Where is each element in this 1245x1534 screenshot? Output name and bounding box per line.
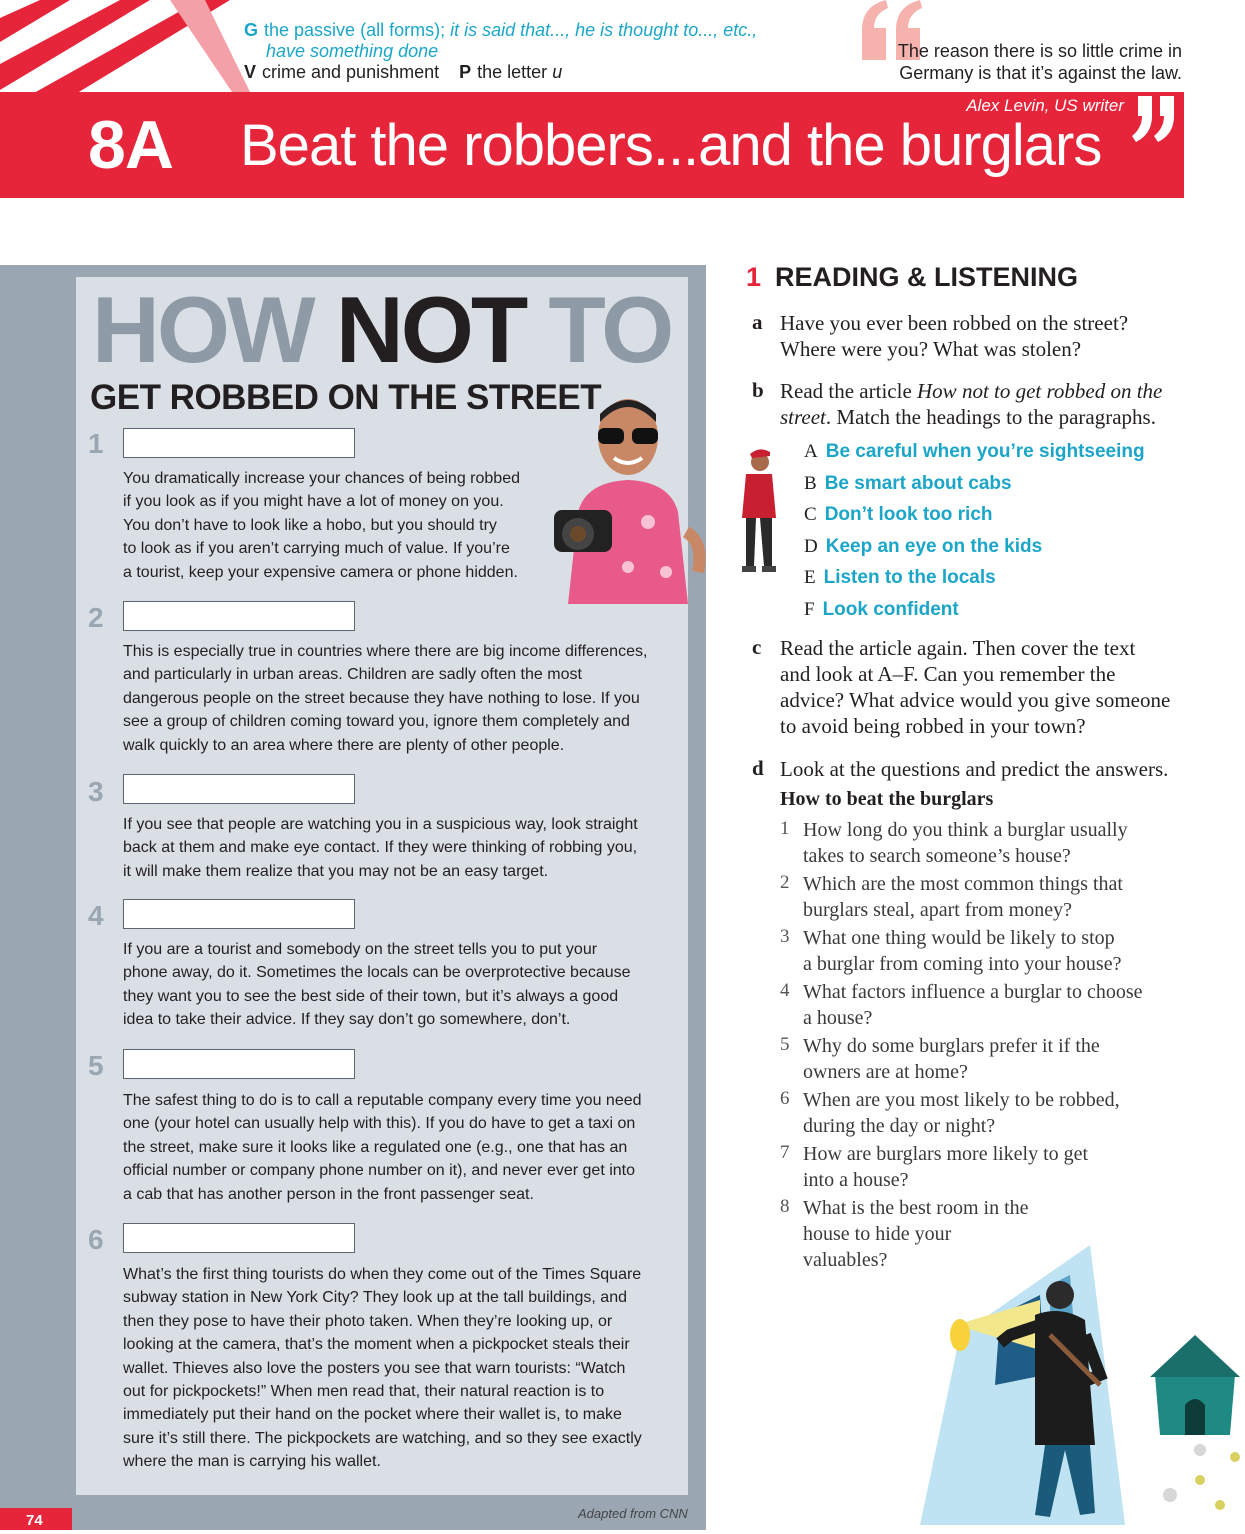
text-line: What factors influence a burglar to choose xyxy=(803,981,1143,1003)
exercise-c xyxy=(780,635,1190,739)
question-item xyxy=(803,1033,1183,1085)
option-text: Keep an eye on the kids xyxy=(825,536,1043,557)
exercise-a xyxy=(780,310,1190,362)
paragraph-number: 1 xyxy=(88,428,104,459)
tourist-illustration xyxy=(548,392,708,604)
text-line: official number or company phone number on it), and never ever get into xyxy=(123,1162,635,1180)
article-title-ref: How not to get robbed on the xyxy=(917,379,1163,403)
text-line: idea to take their advice. If they say don’t go somewhere, don’t. xyxy=(123,1011,571,1029)
text-line: walk quickly to an area where there are plenty of other people. xyxy=(123,736,565,754)
text-line: during the day or night? xyxy=(803,1115,996,1137)
text-line: This is especially true in countries where there are big income differences, xyxy=(123,643,648,660)
text-line: Which are the most common things that xyxy=(803,873,1123,895)
text-line: How are burglars more likely to get xyxy=(803,1143,1089,1165)
text-line: When are you most likely to be robbed, xyxy=(803,1089,1120,1111)
option-letter: A xyxy=(804,441,818,462)
heading-option xyxy=(804,473,1012,495)
heading-option xyxy=(804,599,959,621)
text-line: What’s the first thing tourists do when they come out of the Times Square xyxy=(123,1266,642,1283)
text-line: takes to search someone’s house? xyxy=(803,845,1071,867)
section-heading xyxy=(746,262,1078,293)
heading-answer-box-4[interactable] xyxy=(123,899,355,929)
text-line: where the man is carrying his wallet. xyxy=(123,1453,381,1471)
header-quote xyxy=(870,40,1182,84)
paragraph-1 xyxy=(123,467,520,584)
grammar-tag: G xyxy=(244,20,259,40)
text-line: immediately put their hand on the pocket where their wallet is, to make xyxy=(123,1406,622,1424)
text-line: a burglar from coming into your house? xyxy=(803,953,1122,975)
exercise-b xyxy=(780,378,1190,430)
heading-option xyxy=(804,536,1042,558)
close-quote-icon xyxy=(1128,94,1184,150)
question-number: 2 xyxy=(780,872,790,893)
text-line: burglars steal, apart from money? xyxy=(803,899,1072,921)
text-line: if you look as if you might have a lot of money on you. xyxy=(123,493,504,511)
question-item xyxy=(803,925,1183,977)
source-credit: Adapted from CNN xyxy=(578,1506,688,1521)
text-line: You don’t have to look like a hobo, but you should try xyxy=(123,516,497,534)
heading-answer-box-2[interactable] xyxy=(123,601,355,631)
child-illustration xyxy=(732,448,784,576)
question-number: 6 xyxy=(780,1088,790,1109)
question-item xyxy=(803,1195,1183,1273)
quote-line-1: The reason there is so little crime in xyxy=(897,41,1182,61)
heading-answer-box-1[interactable] xyxy=(123,428,355,458)
text-line: and look at A–F. Can you remember the xyxy=(780,662,1116,686)
article-subtitle: GET ROBBED ON THE STREET xyxy=(90,378,602,417)
paragraph-number: 2 xyxy=(88,602,104,633)
pron-letter: u xyxy=(552,62,563,82)
option-letter: B xyxy=(804,473,817,494)
grammar-line-2: have something done xyxy=(266,41,439,61)
section-number: 1 xyxy=(746,262,762,292)
paragraph-5 xyxy=(123,1089,642,1206)
grammar-line: the passive (all forms); xyxy=(264,20,446,40)
grammar-vocab-syllabus xyxy=(244,20,757,83)
quote-line-2: Germany is that it’s against the law. xyxy=(899,63,1182,83)
pron-text: the letter xyxy=(477,62,548,82)
quote-author: Alex Levin, US writer xyxy=(966,96,1124,115)
text-line: Have you ever been robbed on the street? xyxy=(780,311,1129,335)
text-line: to avoid being robbed in your town? xyxy=(780,714,1086,738)
text-line: a house? xyxy=(803,1007,873,1029)
text-line: back at them and make eye contact. If they were thinking of robbing you, xyxy=(123,839,638,857)
paragraph-number: 5 xyxy=(88,1050,104,1081)
text-line: then they pose to have their photo taken. When they’re looking up, or xyxy=(123,1312,613,1330)
text-line: The safest thing to do is to call a reputable company every time you need xyxy=(123,1092,642,1109)
question-number: 4 xyxy=(780,980,790,1001)
question-number: 7 xyxy=(780,1142,790,1163)
text-line: advice? What advice would you give someone xyxy=(780,688,1171,712)
text-line: valuables? xyxy=(803,1249,888,1271)
text-line: house to hide your xyxy=(803,1223,952,1245)
paragraph-3 xyxy=(123,813,638,883)
vocab-tag: V xyxy=(244,62,257,82)
question-item xyxy=(803,871,1183,923)
text-line: What is the best room in the xyxy=(803,1197,1029,1219)
text-run: Read the article xyxy=(780,379,918,403)
paragraph-4 xyxy=(123,938,631,1032)
text-line: wallet. Thieves also love the posters you see that warn tourists: “Watch xyxy=(123,1359,626,1377)
section-title: READING & LISTENING xyxy=(775,262,1079,292)
option-letter: F xyxy=(804,599,815,620)
paragraph-number: 6 xyxy=(88,1224,104,1255)
heading-answer-box-6[interactable] xyxy=(123,1223,355,1253)
headline-to: TO xyxy=(548,277,672,382)
text-line: phone away, do it. Sometimes the locals can be overprotective because xyxy=(123,964,631,982)
text-line: You dramatically increase your chances of being robbed xyxy=(123,470,520,487)
page-number: 74 xyxy=(0,1508,72,1530)
text-line: How long do you think a burglar usually xyxy=(803,819,1128,841)
paragraph-2 xyxy=(123,640,647,757)
text-line: it will make them realize that you may not be an easy target. xyxy=(123,862,549,880)
title-banner xyxy=(0,92,1184,198)
text-line: What one thing would be likely to stop xyxy=(803,927,1115,949)
exercise-letter-b: b xyxy=(752,378,764,402)
page-title: Beat the robbers...and the burglars xyxy=(240,113,1102,178)
grammar-line-italic: it is said that..., he is thought to..., etc., xyxy=(450,20,758,40)
option-text: Listen to the locals xyxy=(823,567,996,588)
text-line: out for pickpockets!” When men read that, their natural reaction is to xyxy=(123,1383,605,1401)
text-line: dangerous people on the street because they have nothing to lose. If you xyxy=(123,689,640,707)
article-headline xyxy=(92,277,672,382)
text-line: Why do some burglars prefer it if the xyxy=(803,1035,1100,1057)
text-line: into a house? xyxy=(803,1169,909,1191)
text-line: If you are a tourist and somebody on the street tells you to put your xyxy=(123,941,598,958)
question-item xyxy=(803,1141,1183,1193)
text-line: a cab that has another person in the front passenger seat. xyxy=(123,1185,534,1203)
question-number: 1 xyxy=(780,818,790,839)
paragraph-number: 3 xyxy=(88,776,104,807)
text-line: to look as if you aren’t carrying much of value. If you’re xyxy=(123,540,510,558)
text-line: and particularly in urban areas. Children are sadly often the most xyxy=(123,666,582,684)
option-letter: D xyxy=(804,536,818,557)
text-line: the street, make sure it looks like a regulated one (e.g., one that has an xyxy=(123,1138,628,1156)
exercise-letter-c: c xyxy=(752,635,762,659)
option-text: Be smart about cabs xyxy=(824,473,1012,494)
paragraph-6 xyxy=(123,1263,642,1474)
text-line: sure it’s still there. The pickpockets are watching, and so they see exactly xyxy=(123,1429,642,1447)
option-text: Be careful when you’re sightseeing xyxy=(825,441,1145,462)
text-line: If you see that people are watching you in a suspicious way, look straight xyxy=(123,816,638,833)
text-line: Read the article again. Then cover the text xyxy=(780,636,1136,660)
heading-answer-box-3[interactable] xyxy=(123,774,355,804)
exercise-letter-a: a xyxy=(752,310,763,334)
option-letter: C xyxy=(804,504,817,525)
headline-how: HOW xyxy=(92,277,313,382)
paragraph-number: 4 xyxy=(88,900,104,931)
question-number: 3 xyxy=(780,926,790,947)
question-item xyxy=(803,817,1183,869)
text-line: subway station in New York City? They look up at the tall buildings, and xyxy=(123,1289,627,1307)
text-line: a tourist, keep your expensive camera or phone hidden. xyxy=(123,563,518,581)
option-text: Don’t look too rich xyxy=(824,504,993,525)
question-number: 8 xyxy=(780,1196,790,1217)
text-line: Where were you? What was stolen? xyxy=(780,337,1082,361)
question-item xyxy=(803,1087,1183,1139)
burglar-questions-title: How to beat the burglars xyxy=(780,788,994,810)
text-line: one (your hotel can usually help with this). If you do have to get a taxi on xyxy=(123,1115,636,1133)
text-line: they want you to see the best side of their town, but it’s always a good xyxy=(123,987,619,1005)
heading-option xyxy=(804,567,996,589)
headline-not: NOT xyxy=(335,277,526,382)
heading-option xyxy=(804,504,993,526)
article-title-ref: street xyxy=(780,405,826,429)
text-line: owners are at home? xyxy=(803,1061,968,1083)
heading-answer-box-5[interactable] xyxy=(123,1049,355,1079)
text-run: . Match the headings to the paragraphs. xyxy=(825,405,1156,429)
exercise-letter-d: d xyxy=(752,756,764,780)
question-number: 5 xyxy=(780,1034,790,1055)
lesson-number: 8A xyxy=(88,107,173,183)
text-line: looking at the camera, that’s the moment when a pickpocket steals their xyxy=(123,1336,630,1354)
pron-tag: P xyxy=(459,62,472,82)
option-text: Look confident xyxy=(822,599,959,620)
text-line: see a group of children coming toward you, ignore them completely and xyxy=(123,713,630,731)
exercise-d: Look at the questions and predict the answers. xyxy=(780,757,1169,781)
option-letter: E xyxy=(804,567,816,588)
heading-option xyxy=(804,441,1145,463)
question-item xyxy=(803,979,1183,1031)
vocab-text: crime and punishment xyxy=(262,62,440,82)
